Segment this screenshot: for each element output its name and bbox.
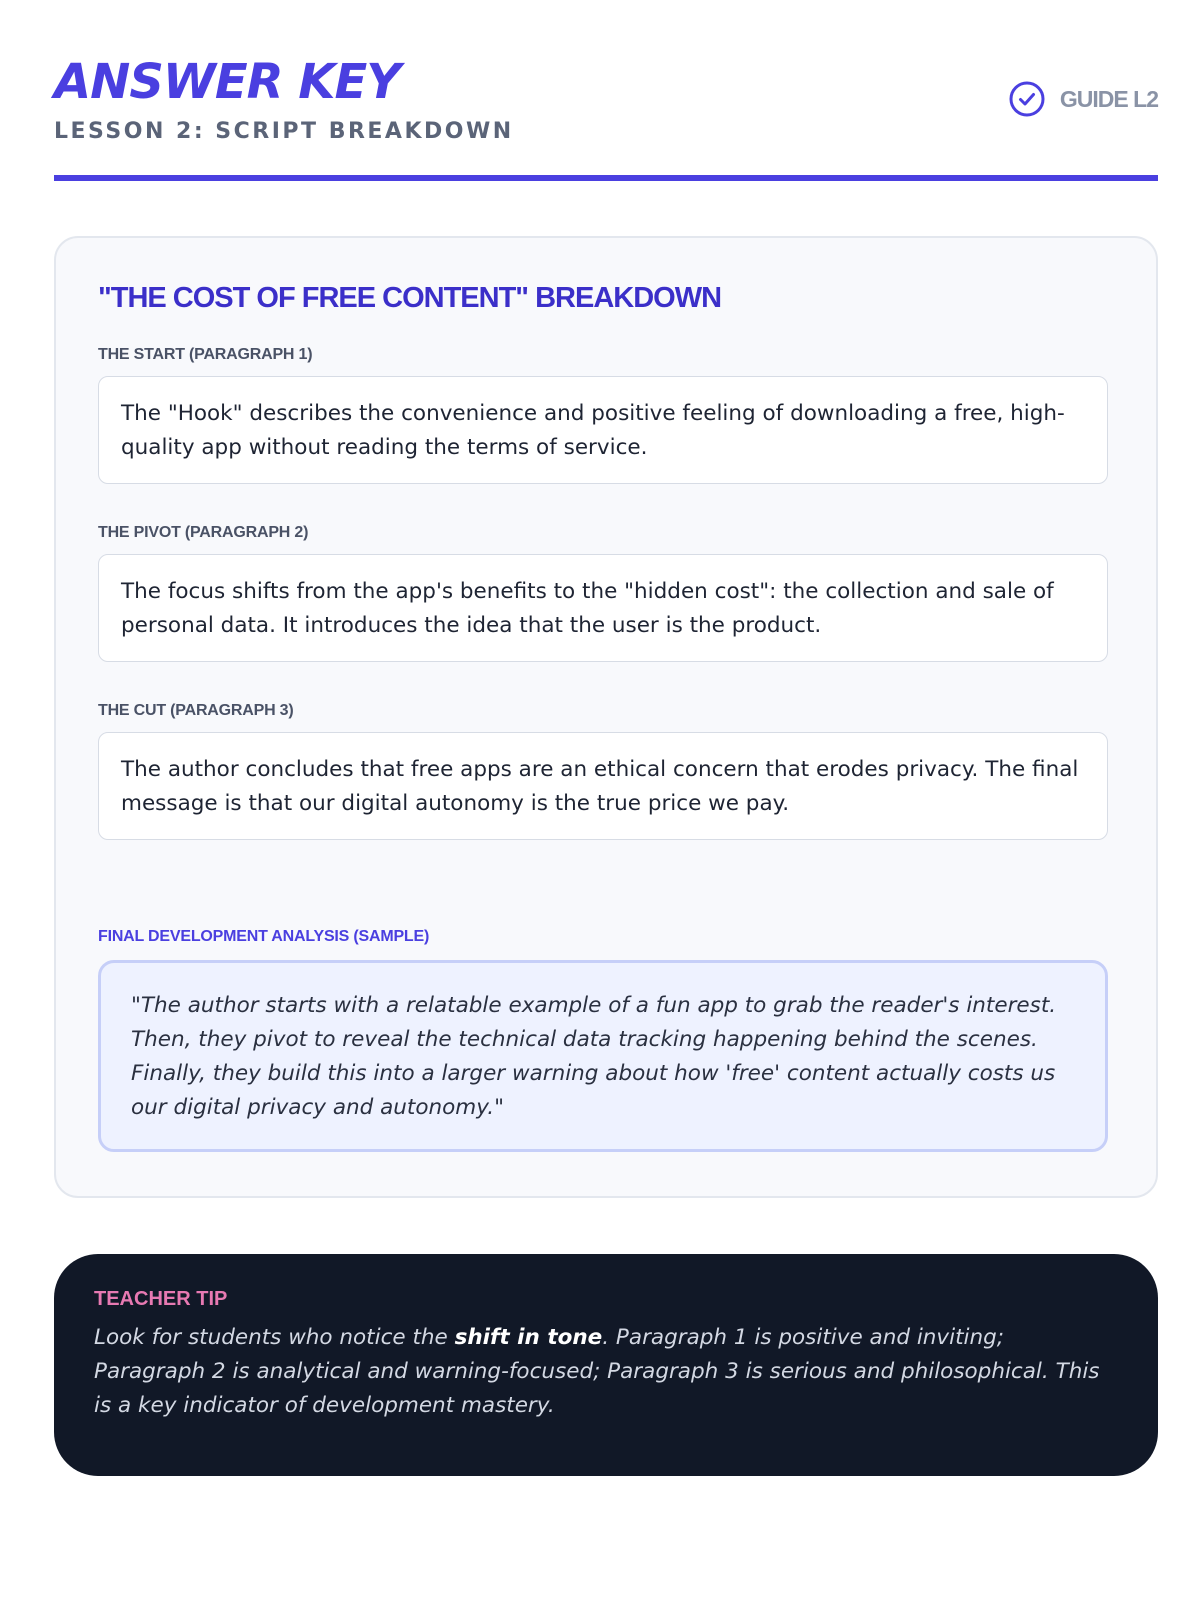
section-box-pivot: The focus shifts from the app's benefits to the "hidden cost": the collection and sale of personal data. It introduces the idea that the user is the product. bbox=[98, 554, 1108, 662]
header-divider bbox=[54, 175, 1158, 181]
section-box-cut: The author concludes that free apps are an ethical concern that erodes privacy. The final message is that our digital autonomy is the true price we pay. bbox=[98, 732, 1108, 840]
tip-text-after: . Paragraph 1 is positive and inviting; Paragraph 2 is analytical and warning-focused; Paragraph 3 is serious and philosophical. This is a key indicator of development mastery. bbox=[94, 1325, 1100, 1418]
section-label-cut: THE CUT (PARAGRAPH 3) bbox=[98, 702, 294, 719]
breakdown-card bbox=[54, 236, 1158, 1198]
check-circle-icon bbox=[1008, 80, 1046, 118]
guide-badge bbox=[1008, 80, 1158, 118]
answer-key-page bbox=[54, 0, 1158, 1418]
final-analysis-box: "The author starts with a relatable example of a fun app to grab the reader's interest. Then, they pivot to reveal the technical data tracking happening behind the scenes. Finally, they build this into a larger warning about how 'free' content actually costs us our digital privacy and autonomy." bbox=[98, 960, 1108, 1152]
teacher-tip-text bbox=[94, 1321, 1118, 1423]
section-box-start: The "Hook" describes the convenience and positive feeling of downloading a free, high-quality app without reading the terms of service. bbox=[98, 376, 1108, 484]
section-label-start: THE START (PARAGRAPH 1) bbox=[98, 346, 313, 363]
section-label-pivot: THE PIVOT (PARAGRAPH 2) bbox=[98, 524, 309, 541]
page-title: ANSWER KEY bbox=[54, 54, 401, 110]
tip-text-before: Look for students who notice the bbox=[94, 1325, 455, 1350]
card-title: "THE COST OF FREE CONTENT" BREAKDOWN bbox=[98, 282, 722, 314]
final-analysis-label: FINAL DEVELOPMENT ANALYSIS (SAMPLE) bbox=[98, 928, 430, 945]
guide-label: GUIDE L2 bbox=[1059, 85, 1158, 112]
page-header bbox=[54, 0, 1158, 182]
page-subtitle: LESSON 2: SCRIPT BREAKDOWN bbox=[54, 119, 514, 144]
tip-text-emphasis: shift in tone bbox=[454, 1325, 603, 1350]
teacher-tip-label: TEACHER TIP bbox=[94, 1288, 228, 1310]
teacher-tip-panel bbox=[54, 1254, 1158, 1476]
